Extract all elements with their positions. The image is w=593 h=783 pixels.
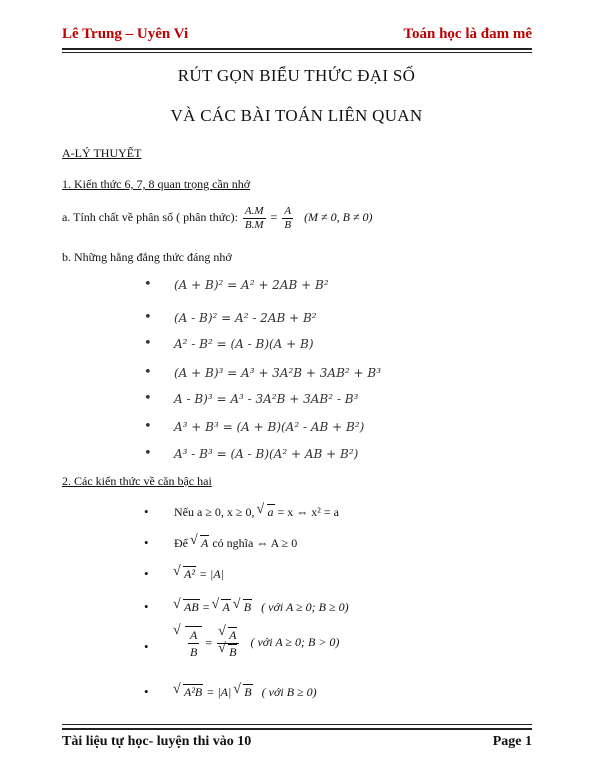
root-rule-text: Nếu a ≥ 0, x ≥ 0,	[174, 505, 255, 519]
header-rule-thin	[62, 52, 532, 53]
fraction-property	[62, 204, 373, 232]
root-rule-condition: ( với A ≥ 0; B > 0)	[250, 635, 340, 650]
radicand: A	[201, 536, 209, 550]
radicand: B	[243, 600, 252, 614]
equals-sign: =	[202, 600, 210, 614]
part2-heading: 2. Các kiến thức về căn bậc hai	[62, 474, 212, 488]
root-rule-text: = |A|	[206, 685, 232, 699]
sqrt-symbol	[175, 626, 202, 660]
sqrt-symbol	[175, 685, 203, 700]
sqrt-symbol	[175, 567, 196, 582]
root-rule-text: Để	[174, 536, 188, 550]
sqrt-symbol	[235, 685, 252, 700]
identity-text: A² - B² = (A - B)(A + B)	[174, 337, 314, 351]
footer-rule-thin	[62, 724, 532, 725]
root-rule-condition: ( với B ≥ 0)	[261, 685, 317, 699]
identity-text: A³ + B³ = (A + B)(A² - AB + B²)	[174, 420, 365, 434]
radicand: A²B	[184, 685, 203, 699]
fraction-sqrt-a-over-sqrt-b	[217, 627, 239, 660]
page-header	[62, 26, 532, 50]
radicand: A²	[184, 567, 195, 581]
identity-text: A³ - B³ = (A - B)(A² + AB + B²)	[174, 447, 359, 461]
header-author: Lê Trung – Uyên Vi	[62, 26, 189, 42]
identity-text: (A + B)² = A² + 2AB + B²	[174, 278, 329, 292]
part1-heading: 1. Kiến thức 6, 7, 8 quan trọng cần nhớ	[62, 177, 251, 191]
fraction-num: A.M	[244, 204, 264, 217]
fraction-am-bm	[243, 205, 266, 232]
doc-title-line1: RÚT GỌN BIỂU THỨC ĐẠI SỐ	[177, 66, 416, 85]
doc-title-line2: VÀ CÁC BÀI TOÁN LIÊN QUAN	[170, 106, 423, 125]
sqrt-symbol	[235, 600, 252, 615]
fraction-a-over-b	[188, 627, 199, 660]
radicand: B	[244, 685, 252, 699]
identities-label: b. Những hằng đẳng thức đáng nhớ	[62, 250, 232, 264]
radicand: a	[267, 505, 274, 519]
root-rule-text: = x ⇔ x² = a	[277, 505, 339, 519]
sqrt-symbol	[213, 600, 230, 615]
radicand: A	[222, 600, 230, 614]
sqrt-symbol	[175, 600, 200, 615]
header-motto: Toán học là đam mê	[403, 26, 532, 42]
identity-text: (A - B)² = A² - 2AB + B²	[174, 311, 317, 325]
radicand: A	[229, 628, 237, 642]
sqrt-symbol	[259, 505, 275, 520]
fraction-den	[217, 644, 239, 660]
fraction-den: B.M	[244, 218, 264, 231]
fraction-den2: B	[284, 218, 292, 231]
radicand: AB	[184, 600, 199, 614]
header-rule	[62, 48, 532, 50]
sqrt-symbol	[192, 536, 209, 551]
identity-text: (A + B)³ = A³ + 3A²B + 3AB² + B³	[174, 366, 382, 380]
fraction-condition: (M ≠ 0, B ≠ 0)	[304, 210, 373, 224]
fraction-a-b	[282, 205, 293, 232]
radicand-fraction	[185, 626, 202, 660]
equals-sign: =	[205, 635, 213, 650]
fraction-num: √ A	[190, 628, 198, 642]
root-rule-text: = |A|	[198, 567, 224, 581]
fraction-den: B	[190, 645, 198, 659]
footer-rule	[62, 728, 532, 730]
footer-page-number: Page 1	[492, 734, 532, 749]
fraction-num2: A	[284, 204, 292, 217]
root-rule-condition: ( với A ≥ 0; B ≥ 0)	[261, 600, 349, 614]
radicand: B	[229, 645, 237, 659]
root-rule-text: có nghĩa ⇔ A ≥ 0	[212, 536, 298, 550]
section-a-heading: A-LÝ THUYẾT	[62, 146, 142, 160]
footer-doc-name: Tài liệu tự học- luyện thi vào 10	[62, 734, 252, 749]
fraction-property-label: a. Tính chất về phân số ( phân thức):	[62, 210, 238, 224]
sqrt-symbol	[220, 644, 237, 660]
identity-text: A - B)³ = A³ - 3A²B + 3AB² - B³	[174, 392, 359, 406]
fraction-eq: =	[270, 210, 278, 224]
